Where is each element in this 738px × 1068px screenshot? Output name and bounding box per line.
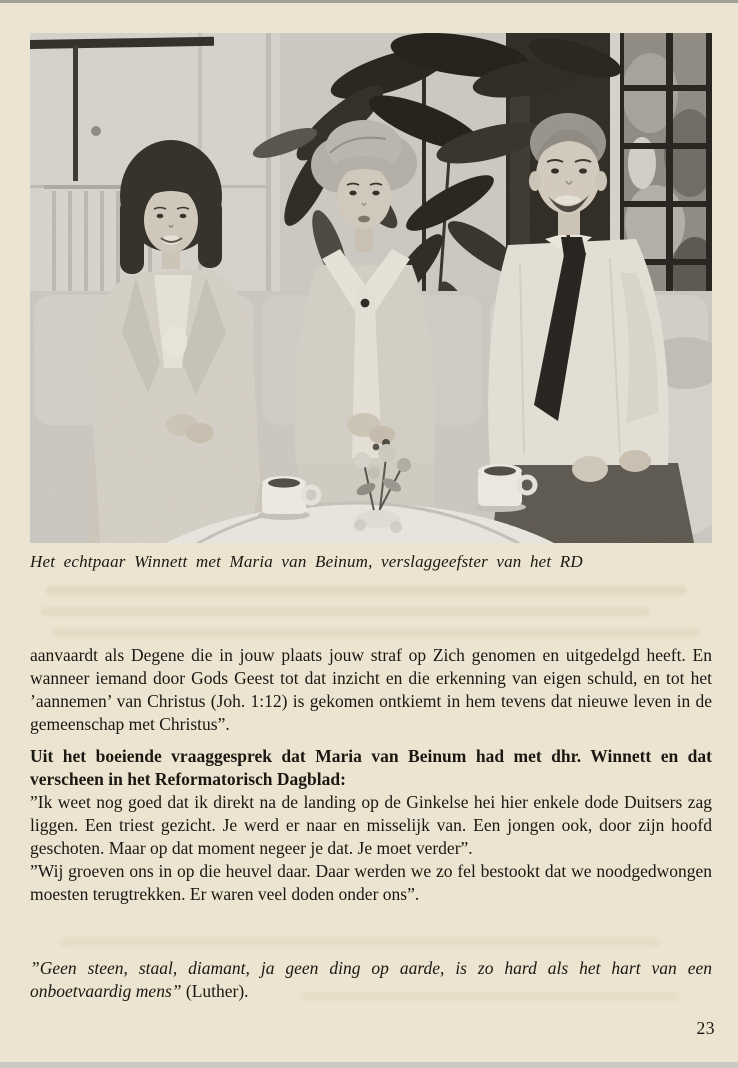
interview-section [30, 745, 712, 906]
luther-quote-paragraph [30, 957, 712, 1003]
print-bleedthrough [40, 607, 650, 616]
scan-edge-top [0, 0, 738, 3]
interview-quote-2: ”Wij groeven ons in op die heuvel daar. Daar werden we zo fel bestookt dat we noodgedwongen moesten terugtrekken. Er waren veel doden onder ons”. [30, 861, 712, 904]
photo-caption: Het echtpaar Winnett met Maria van Beinum, verslaggeefster van het RD [30, 552, 583, 571]
print-bleedthrough [52, 628, 700, 637]
luther-attribution: (Luther). [181, 981, 249, 1001]
paragraph-continuation: aanvaardt als Degene die in jouw plaats jouw straf op Zich genomen en uitgedelgd heeft. En wanneer iemand door Gods Geest tot dat inzicht en die erkenning van eigen schuld, en tot het ’aannemen’ van Christus (Joh. 1:12) is gekomen ontkiemt in hem tevens dat nieuwe leven in de gemeenschap met Christus”. [30, 645, 712, 734]
page-number: 23 [696, 1018, 715, 1038]
print-bleedthrough [60, 938, 660, 947]
scan-edge-bottom [0, 1062, 738, 1068]
print-bleedthrough [46, 586, 686, 595]
interview-quote-1: ”Ik weet nog goed dat ik direkt na de landing op de Ginkelse hei hier enkele dode Duitsers zag liggen. Een triest gezicht. Je werd er naar en misselijk van. Een jongen ook, door zijn hoofd geschoten. Maar op dat moment negeer je dat. Je moet verder”. [30, 792, 712, 858]
luther-quote-text: ”Geen steen, staal, diamant, ja geen ding op aarde, is zo hard als het hart van een onboetvaardig mens” [30, 958, 712, 1001]
photo [30, 33, 712, 543]
photo-grain-overlay [30, 33, 712, 543]
interview-heading: Uit het boeiende vraaggesprek dat Maria van Beinum had met dhr. Winnett en dat verscheen in het Reformatorisch Dagblad: [30, 746, 712, 789]
